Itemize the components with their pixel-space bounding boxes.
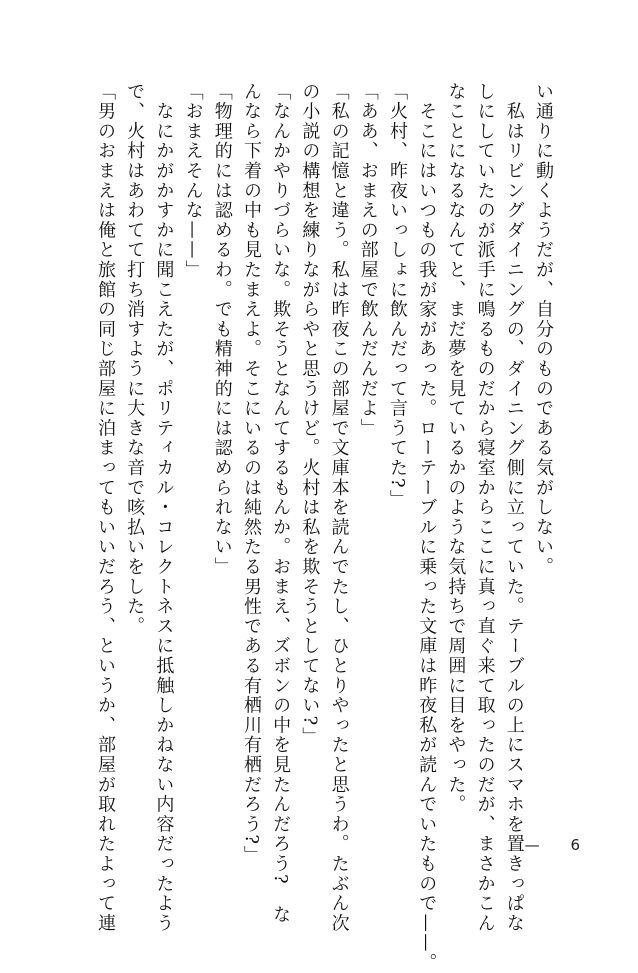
text-line-9: の小説の構想を練りながらやと思うけど。火村は私を欺そうとしてない?」 bbox=[299, 82, 321, 747]
vertical-body-text bbox=[91, 82, 558, 973]
text-line-16: 「男のおまえは俺と旅館の同じ部屋に泊まってもいいだろう、というか、部屋が取れたよって連 bbox=[94, 82, 116, 934]
text-line-4: なことになるなんてと、まだ夢を見ているかのような気持ちで周囲に目をやった。 bbox=[445, 82, 467, 815]
text-line-15: で、火村はあわてて打ち消すように大きな音で咳払いをした。 bbox=[124, 82, 146, 637]
text-line-11: んなら下着の中も見たまえよ。そこにいるのは純然たる男性である有栖川有栖だろう?」 bbox=[240, 82, 262, 866]
text-line-13: 「おまえそんな——」 bbox=[182, 82, 204, 280]
text-line-1: い通りに動くようだが、自分のものである気がしない。 bbox=[533, 82, 554, 577]
text-line-2: 私はリビングダイニングの、ダイニング側に立っていた。テーブルの上にスマホを置きっぱな bbox=[503, 82, 525, 934]
page-number-footer bbox=[525, 836, 582, 854]
folio-dash: — bbox=[524, 836, 542, 854]
text-line-8: 「私の記憶と違う。私は昨夜この部屋で文庫本を読んでたし、ひとりやったと思うわ。たぶん次 bbox=[328, 82, 350, 934]
text-line-10: 「なんかやりづらいな。欺そうとなんてするもんか。おまえ、ズボンの中を見たんだろう? な bbox=[270, 82, 292, 926]
text-line-6: 「火村、昨夜いっしょに飲んだって言うてた?」 bbox=[386, 82, 408, 510]
text-line-5: そこにはいつもの我が家があった。ローテーブルに乗った文庫は昨夜私が読んでいたもので——。 bbox=[416, 82, 438, 973]
text-line-12: 「物理的には認めるわ。でも精神的には認められない」 bbox=[211, 82, 233, 577]
text-line-7: 「ああ、おまえの部屋で飲んだんだよ」 bbox=[357, 82, 379, 439]
page-number: 6 bbox=[570, 836, 582, 854]
text-line-3: しにしていたのが派手に鳴るものだから寝室からここに真っ直ぐ来て取ったのだが、まさかこん bbox=[474, 82, 496, 934]
text-line-14: なにかがかすかに聞こえたが、ポリティカル・コレクトネスに抵触しかねない内容だったよう bbox=[153, 82, 175, 934]
